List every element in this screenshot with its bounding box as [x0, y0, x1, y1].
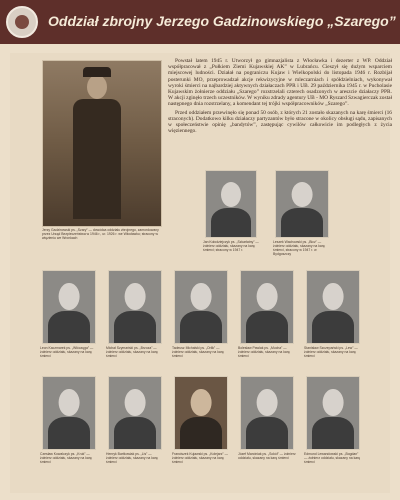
portrait-caption: Czesław Kowalczyk ps. „Kruk” — żołnierz oddziału, skazany na karę śmierci — [40, 452, 92, 464]
portrait-photo — [42, 270, 96, 344]
portrait-figure — [180, 417, 222, 450]
portrait-caption: Jan Kołodziejczyk ps. „Szkarłatny” — żołnierz oddziału, skazany na karę śmierci; stracony w 1947 r. — [203, 240, 259, 252]
portrait-photo — [205, 170, 257, 238]
portrait-caption: Leon Kaczmarek ps. „Włóczęga” — żołnierz oddziału, skazany na karę śmierci — [40, 346, 94, 358]
portrait-figure — [48, 417, 90, 450]
portrait-face — [323, 389, 344, 416]
portrait-caption: Stanisław Szczepański ps. „Lew” — żołnierz oddziału, skazany na karę śmierci — [304, 346, 358, 358]
portrait-caption: Henryk Bartkowiak ps. „Lis” — żołnierz oddziału, skazany na karę śmierci — [106, 452, 158, 464]
portrait-caption: Michał Szymański ps. „Brzoza” — żołnierz oddziału, skazany na karę śmierci — [106, 346, 158, 358]
portrait-cap — [83, 67, 111, 77]
portrait-figure — [114, 311, 156, 344]
portrait-photo — [306, 376, 360, 450]
portrait-face — [191, 389, 212, 416]
portrait-face — [191, 283, 212, 310]
portrait-figure — [48, 311, 90, 344]
portrait-face — [125, 389, 146, 416]
portrait-figure — [114, 417, 156, 450]
portrait-caption: Franciszek Kujawski ps. „Kolejarz” — żołnierz oddziału, skazany na karę śmierci — [172, 452, 228, 464]
portrait-figure — [312, 311, 354, 344]
main-portrait-photo — [42, 60, 162, 227]
intro-paragraph: Przed oddziałem przewinęło się ponad 50 osób, z których 21 zostało skazanych na karę śmierci (16 straconych). Dodatkowo kilku działaczy partyzantów było stracone w okolicy obsługi sądu, zapisanych w społeczeństwie opinię „bandytów”, zastępując cywilów całkowicie im podległych z życia więziennego. — [168, 109, 392, 135]
page-header — [0, 0, 400, 44]
portrait-photo — [275, 170, 329, 238]
portrait-photo — [240, 270, 294, 344]
portrait-figure — [246, 417, 288, 450]
main-portrait-caption: Jerzy Gadzinowski ps. „Szary” — dowódca oddziału zbrojnego, zamordowany przez Urząd Bezpieczeństwa w 1946 r., ur. 1926 r. we Włocławku; stracony w więzieniu we Wronkach — [42, 228, 159, 240]
portrait-photo — [174, 270, 228, 344]
portrait-caption: Józef Marciniak ps. „Sokół” — żołnierz oddziału, skazany na karę śmierci — [238, 452, 296, 460]
portrait-figure — [211, 208, 251, 238]
portrait-face — [257, 283, 278, 310]
portrait-face — [257, 389, 278, 416]
portrait-face — [292, 182, 313, 207]
portrait-photo — [174, 376, 228, 450]
portrait-figure — [73, 99, 121, 219]
portrait-caption: Tadeusz Michalski ps. „Orlik” — żołnierz oddziału, skazany na karę śmierci — [172, 346, 224, 358]
portrait-photo — [42, 376, 96, 450]
portrait-photo — [240, 376, 294, 450]
intro-paragraph: Powstał latem 1945 r. Utworzył go gimnazjalista z Włocławka i dezerter z WP. Oddział współpracował z „Pułkiem Ziemi Kujawskiej AK” w Lubrańcu. Cieszył się dużym wsparciem miejscowej ludności. Działał na pograniczu Kujaw i Wielkopolski do listopada 1946 r. Rozbijał posterunki MO, przeprowadzał akcje rekwizycyjne w mleczarniach i spółdzielniach, wykonywał wyroki śmierci na najbardziej aktywnych działaczach PPR i UB. 29 października 1945 r. w Pucholasie Kujawskim żołnierze oddziału „Szarego” rozstrzelali czterech osadzonych w areszcie działaczy PPR. W akcji zginęło trzech uczestników. W wyniku zdrady agentury UB - MO Ryszard Szwagierczak został następnego dnia rozstrzelany, a komendant tej trójki współpracowników „Szarego”. — [168, 58, 392, 108]
portrait-face — [59, 389, 80, 416]
portrait-figure — [312, 417, 354, 450]
portrait-photo — [108, 270, 162, 344]
portrait-face — [221, 182, 241, 207]
portrait-head — [87, 75, 107, 99]
portrait-photo — [108, 376, 162, 450]
portrait-caption: Bolesław Pawlak ps. „Mucha” — żołnierz oddziału, skazany na karę śmierci — [238, 346, 290, 358]
portrait-figure — [281, 208, 323, 238]
portrait-face — [125, 283, 146, 310]
page-title: Oddział zbrojny Jerzego Gadzinowskiego „Szarego” — [48, 13, 396, 29]
portrait-figure — [180, 311, 222, 344]
portrait-caption: Edmund Lewandowski ps. „Bogdan” — żołnierz oddziału, skazany na karę śmierci — [304, 452, 361, 464]
portrait-face — [59, 283, 80, 310]
portrait-caption: Leszek Wachowski ps. „Bicz” — żołnierz oddziału, skazany na karę śmierci, stracony w 1947 r. w Bydgoszczy — [273, 240, 325, 256]
portrait-photo — [306, 270, 360, 344]
intro-text — [168, 58, 392, 163]
portrait-figure — [246, 311, 288, 344]
portrait-face — [323, 283, 344, 310]
institution-emblem-icon — [6, 6, 38, 38]
